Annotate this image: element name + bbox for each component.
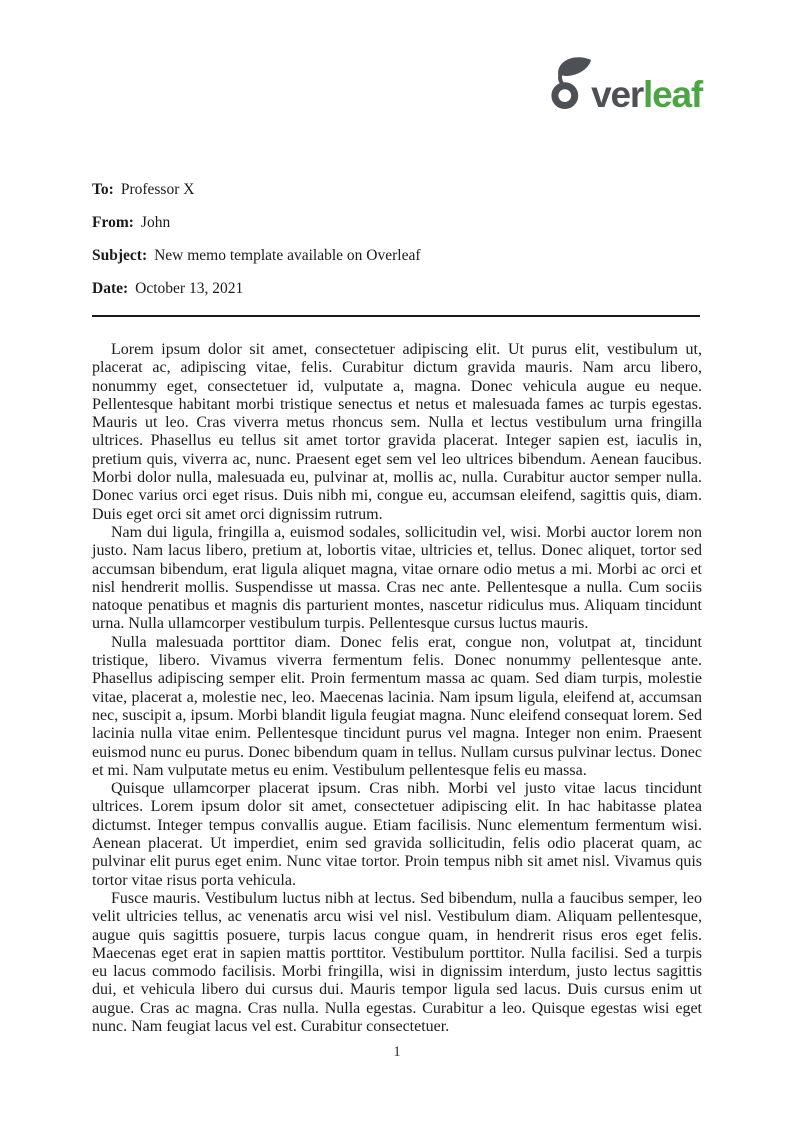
memo-field-label: To: [92, 181, 114, 198]
body-paragraph: Quisque ullamcorper placerat ipsum. Cras nibh. Morbi vel justo vitae lacus tincidunt ultrices. Lorem ipsum dolor sit amet, consectetuer adipiscing elit. In hac habitasse platea dictumst. Integer tempus convallis augue. Etiam facilisis. Nunc elementum fermentum wisi. Aenean placerat. Ut imperdiet, enim sed gravida sollicitudin, felis odio placerat quam, ac pulvinar elit purus eget enim. Nunc vitae tortor. Proin tempus nibh sit amet nisl. Vivamus quis tortor vitae risus porta vehicula. [92, 780, 702, 889]
memo-field-subject [92, 246, 702, 265]
body-paragraph: Nulla malesuada porttitor diam. Donec felis erat, congue non, volutpat at, tincidunt tristique, libero. Vivamus viverra fermentum felis. Donec nonummy pellentesque ante. Phasellus adipiscing semper elit. Proin fermentum massa ac quam. Sed diam turpis, molestie vitae, placerat a, molestie nec, leo. Maecenas lacinia. Nam ipsum ligula, eleifend at, accumsan nec, suscipit a, ipsum. Morbi blandit ligula feugiat magna. Nunc eleifend consequat lorem. Sed lacinia nulla vitae enim. Pellentesque tincidunt purus vel magna. Integer non enim. Praesent euismod nunc eu purus. Donec bibendum quam in tellus. Nullam cursus pulvinar lectus. Donec et mi. Nam vulputate metus eu enim. Vestibulum pellentesque felis eu massa. [92, 633, 702, 779]
body-paragraph: Nam dui ligula, fringilla a, euismod sodales, sollicitudin vel, wisi. Morbi auctor lorem non justo. Nam lacus libero, pretium at, lobortis vitae, ultricies et, tellus. Donec aliquet, tortor sed accumsan bibendum, erat ligula aliquet magna, vitae ornare odio metus a mi. Morbi ac orci et nisl hendrerit mollis. Suspendisse ut massa. Cras nec ante. Pellentesque a nulla. Cum sociis natoque penatibus et magnis dis parturient montes, nascetur ridiculus mus. Aliquam tincidunt urna. Nulla ullamcorper vestibulum turpis. Pellentesque cursus luctus mauris. [92, 523, 702, 633]
body-paragraph: Fusce mauris. Vestibulum luctus nibh at lectus. Sed bibendum, nulla a faucibus semper, leo velit ultricies tellus, ac venenatis arcu wisi vel nisl. Vestibulum diam. Aliquam pellentesque, augue quis sagittis posuere, turpis lacus congue quam, in hendrerit risus eros eget felis. Maecenas eget erat in sapien mattis porttitor. Vestibulum porttitor. Nulla facilisi. Sed a turpis eu lacus commodo facilisis. Morbi fringilla, wisi in dignissim interdum, justo lectus sagittis dui, et vehicula libero dui cursus dui. Mauris tempor ligula sed lacus. Duis cursus enim ut augue. Cras ac magna. Cras nulla. Nulla egestas. Curabitur a leo. Quisque egestas wisi eget nunc. Nam feugiat lacus vel est. Curabitur consectetuer. [92, 889, 702, 1035]
memo-field-from [92, 213, 702, 232]
memo-field-value: John [140, 214, 171, 231]
overleaf-o-leaf-icon [546, 54, 593, 109]
logo-text-green: leaf [643, 74, 702, 115]
memo-field-value: Professor X [120, 181, 195, 198]
header-divider-rule [92, 315, 700, 317]
memo-body [92, 341, 702, 1036]
memo-field-value: October 13, 2021 [135, 280, 244, 297]
body-paragraph: Lorem ipsum dolor sit amet, consectetuer adipiscing elit. Ut purus elit, vestibulum ut, placerat ac, adipiscing vitae, felis. Curabitur dictum gravida mauris. Nam arcu libero, nonummy eget, consectetuer id, vulputate a, magna. Donec vehicula augue eu neque. Pellentesque habitant morbi tristique senectus et netus et malesuada fames ac turpis egestas. Mauris ut leo. Cras viverra metus rhoncus sem. Nulla et lectus vestibulum urna fringilla ultrices. Phasellus eu tellus sit amet tortor gravida placerat. Integer sapien est, iaculis in, pretium quis, viverra ac, nunc. Praesent eget sem vel leo ultrices bibendum. Aenean faucibus. Morbi dolor nulla, malesuada eu, pulvinar at, mollis ac, nulla. Curabitur auctor semper nulla. Donec varius orci eget risus. Duis nibh mi, congue eu, accumsan eleifend, sagittis quis, diam. Duis eget orci sit amet orci dignissim rutrum. [92, 341, 702, 523]
memo-field-label: From: [92, 214, 134, 231]
memo-field-to [92, 180, 702, 199]
overleaf-logo [546, 62, 702, 114]
memo-field-date [92, 279, 702, 298]
memo-header [92, 180, 702, 298]
page-number: 1 [393, 1044, 401, 1060]
memo-field-value: New memo template available on Overleaf [154, 247, 421, 264]
logo-text-gray: ver [591, 74, 644, 115]
memo-field-label: Subject: [92, 247, 148, 264]
logo-row [92, 62, 702, 114]
memo-field-label: Date: [92, 280, 129, 297]
